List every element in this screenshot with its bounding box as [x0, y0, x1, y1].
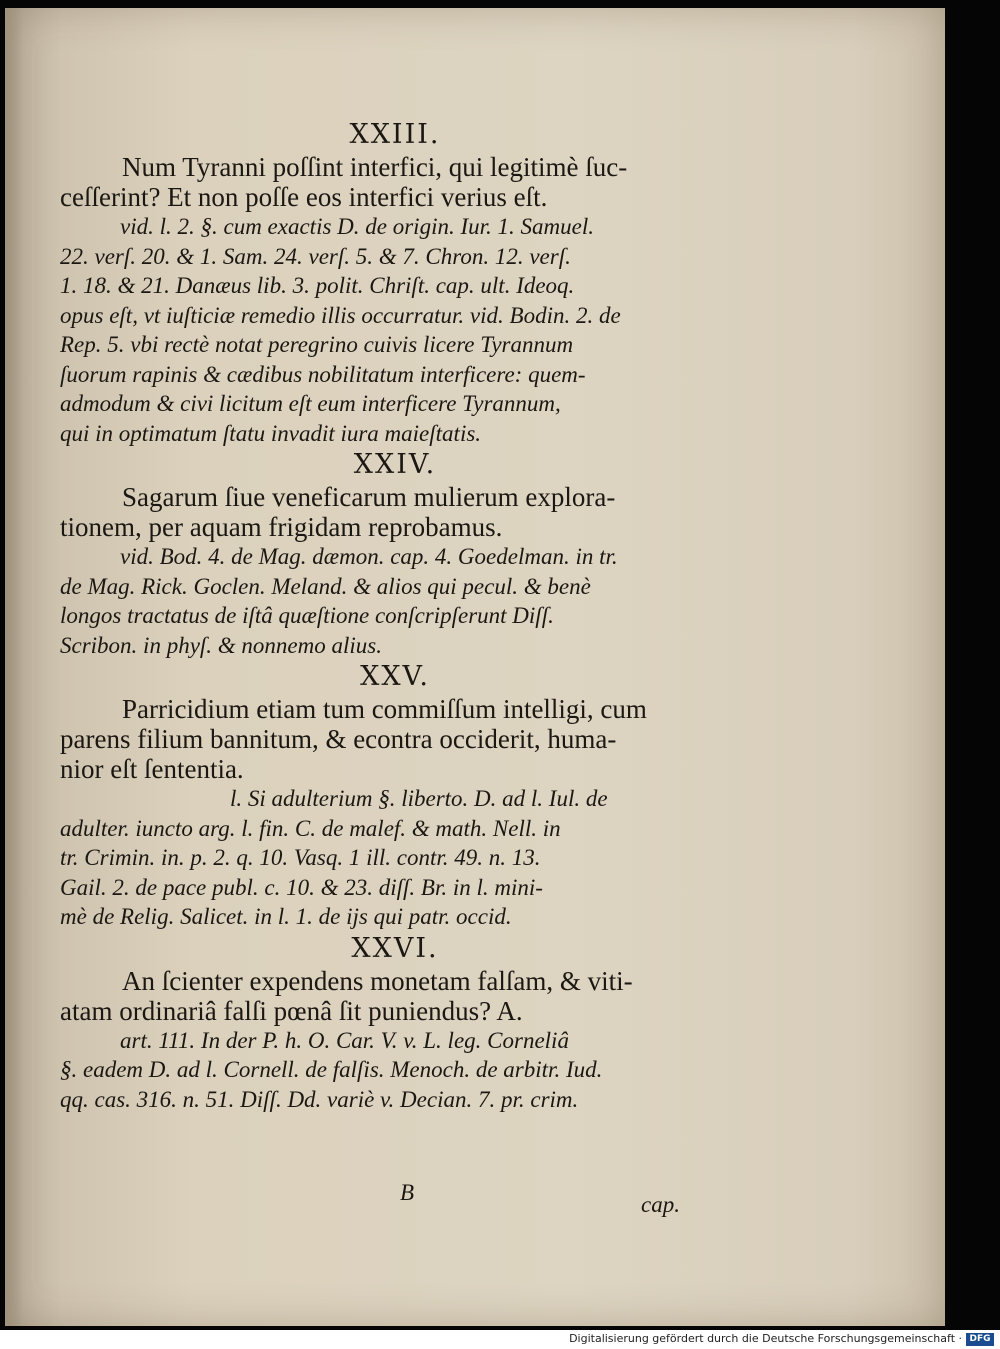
thesis-line: nior eſt ſententia.	[60, 754, 244, 784]
thesis-line: Num Tyranni poſſint interfici, qui legitimè ſuc-	[122, 152, 628, 182]
thesis-line: An ſcienter expendens monetam falſam, & viti-	[122, 965, 633, 996]
thesis-line: ceſſerint? Et non poſſe eos interfici verius eſt.	[60, 182, 548, 212]
thesis-text	[60, 966, 690, 1026]
thesis-line: Parricidium etiam tum commiſſum intelligi, cum	[122, 694, 647, 724]
thesis-number: XXIV.	[353, 449, 437, 480]
citation-line: art. 111. In der P. h. O. Car. V. v. L. leg. Corneliâ	[120, 1027, 569, 1053]
citation-line: qui in optimatum ſtatu invadit iura maieſtatis.	[60, 420, 482, 446]
citation-line: vid. l. 2. §. cum exactis D. de origin. Iur. 1. Samuel.	[120, 214, 594, 239]
citation-line: 22. verſ. 20. & 1. Sam. 24. verſ. 5. & 7. Chron. 12. verſ.	[60, 243, 571, 269]
digitization-footer	[0, 1330, 1000, 1349]
page-foot	[60, 1180, 680, 1220]
thesis-number: XXIII.	[349, 119, 441, 150]
page-text	[60, 118, 690, 1114]
thesis-text	[60, 694, 690, 784]
citation-line: opus eſt, vt iuſticiæ remedio illis occurratur. vid. Bodin. 2. de	[60, 302, 621, 328]
thesis-line: Sagarum ſiue veneficarum mulierum explora-	[122, 482, 616, 512]
citation-line: Rep. 5. vbi rectè notat peregrino cuivis licere Tyrannum	[60, 332, 574, 357]
book-page	[5, 8, 945, 1326]
citation-line: adulter. iuncto arg. l. fin. C. de malef. & math. Nell. in	[60, 815, 561, 841]
citation-line: Scribon. in phyſ. & nonnemo alius.	[60, 632, 382, 658]
citation-line: admodum & civi licitum eſt eum interficere Tyrannum,	[60, 391, 561, 416]
citation-line: tr. Crimin. in. p. 2. q. 10. Vasq. 1 ill. contr. 49. n. 13.	[60, 845, 541, 870]
footer-credit: Digitalisierung gefördert durch die Deutsche Forschungsgemeinschaft ·	[569, 1332, 962, 1345]
thesis-text	[60, 152, 690, 212]
thesis-text	[60, 482, 690, 542]
thesis-line: tionem, per aquam frigidam reprobamus.	[60, 512, 503, 542]
citation-line: de Mag. Rick. Goclen. Meland. & alios qui pecul. & benè	[60, 573, 591, 599]
thesis-line: parens filium bannitum, & econtra occiderit, huma-	[60, 724, 617, 754]
citation-line: l. Si adulterium §. liberto. D. ad l. Iul. de	[230, 786, 608, 811]
citation-line: qq. cas. 316. n. 51. Diſſ. Dd. variè v. Decian. 7. pr. crim.	[60, 1086, 579, 1112]
citation-line: mè de Relig. Salicet. in l. 1. de ijs qui patr. occid.	[60, 904, 512, 929]
page-gutter-shadow	[5, 8, 23, 1326]
thesis-number: XXVI.	[351, 932, 439, 964]
citation-line: vid. Bod. 4. de Mag. dæmon. cap. 4. Goedelman. in tr.	[120, 544, 618, 569]
citation-line: ſuorum rapinis & cædibus nobilitatum interficere: quem-	[60, 361, 586, 387]
citation-note	[60, 212, 690, 448]
catchword: cap.	[641, 1192, 680, 1217]
citation-line: §. eadem D. ad l. Cornell. de falſis. Menoch. de arbitr. Iud.	[60, 1057, 603, 1082]
citation-note	[60, 784, 690, 932]
dfg-logo-icon: DFG	[966, 1333, 994, 1346]
citation-line: Gail. 2. de pace publ. c. 10. & 23. diſſ. Br. in l. mini-	[60, 874, 543, 900]
citation-line: longos tractatus de iſtâ quæſtione conſcripſerunt Diſſ.	[60, 603, 554, 628]
citation-note	[60, 542, 690, 660]
citation-line: 1. 18. & 21. Danæus lib. 3. polit. Chriſt. cap. ult. Ideoq.	[60, 273, 575, 298]
signature-mark: B	[400, 1180, 415, 1205]
thesis-number: XXV.	[360, 661, 430, 692]
thesis-line: atam ordinariâ falſi pœnâ ſit puniendus? A.	[60, 995, 523, 1026]
citation-note	[60, 1026, 690, 1115]
